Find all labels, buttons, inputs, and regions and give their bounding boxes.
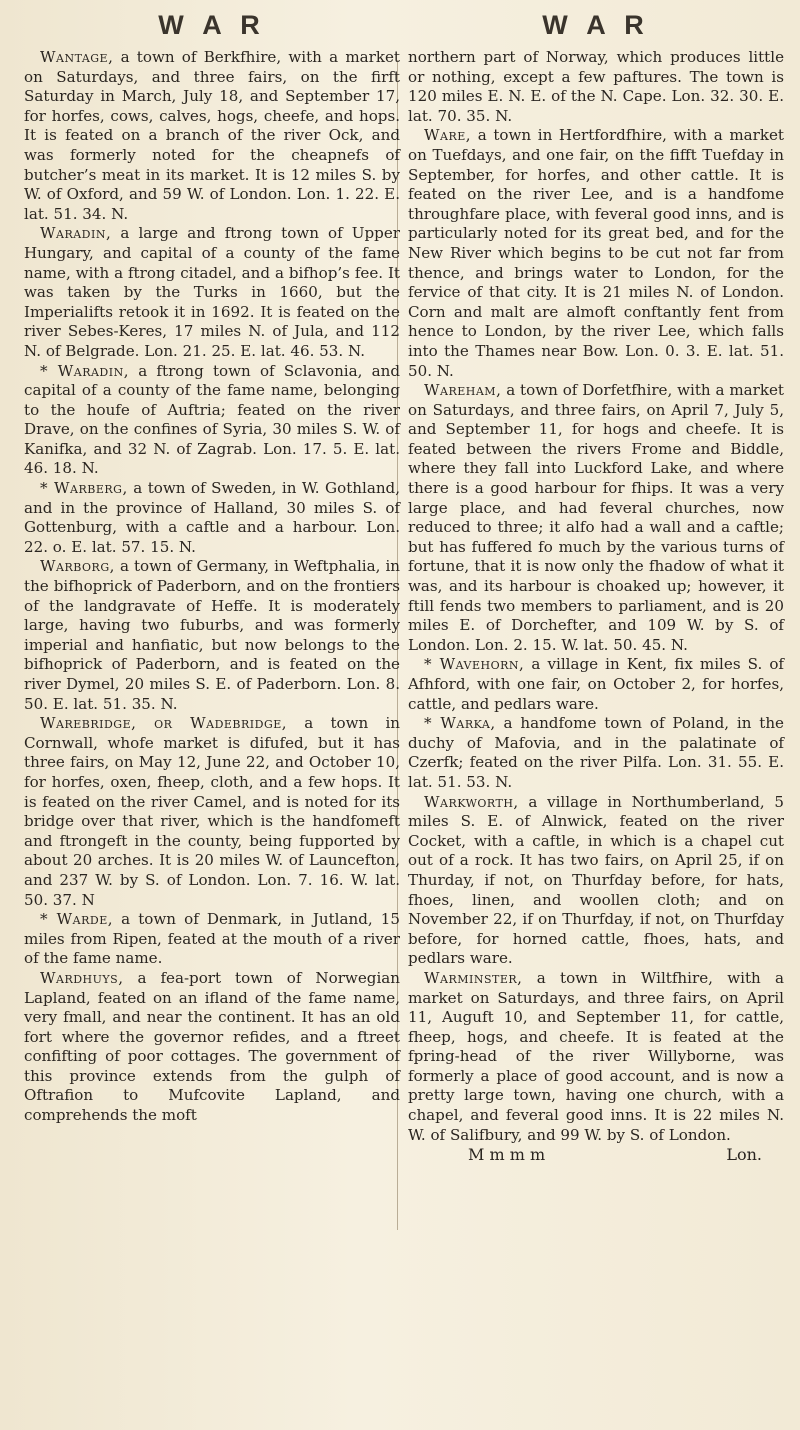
entry-text: a ftrong town of Sclavonia, and capital of a county of the fame name, belonging to the houfe of Auftria; feated on the river Drave, on the confines of Syria, 30 miles S. W. of Kanifka, and 32 N. of Zagrab. Lon. 17. 5. E. lat. 46. 18. N. xyxy=(24,361,400,478)
entry-text: northern part of Norway, which produces little or nothing, except a few paftures. The town is 120 miles E. N. E. of the N. Cape. Lon. 32. 30. E. lat. 70. 35. N. xyxy=(408,48,784,125)
entry-text: a fea-port town of Norwegian Lapland, feated on an ifland of the fame name, very fmall, and near the continent. It has an old fort where the governor refides, and a ftreet confifting of poor cottages. The government of this province extends from the gulph of Oftrafion to Mufcovite Lapland, and comprehends the moft xyxy=(24,968,400,1125)
gazetteer-entry xyxy=(24,224,400,361)
entry-text: a town in Wiltfhire, with a market on Saturdays, and three fairs, on April 11, Auguft 10, and September 11, for cattle, fheep, hogs, and cheefe. It is feated at the fpring-head of the river Willyborne, was formerly a place of good account, and is now a pretty large town, having one church, with a chapel, and feveral good inns. It is 22 miles N. W. of Salifbury, and 99 W. by S. of London. xyxy=(408,968,784,1144)
gazetteer-entry xyxy=(24,714,400,910)
entry-headword: * Wavehorn, xyxy=(424,655,525,674)
entry-headword: Wantage, xyxy=(40,48,114,66)
entry-text: a town in Cornwall, whofe market is difufed, but it has three fairs, on May 12, June 22, and October 10, for horfes, oxen, fheep, cloth, and a few hops. It is feated on the river Camel, and is noted for its bridge over that river, which is the handfomeft and ftrongeft in the county, being fupported by about 20 arches. It is 20 miles W. of Launcefton, and 237 W. by S. of London. Lon. 7. 16. W. lat. 50. 37. N xyxy=(24,714,401,909)
gazetteer-entry xyxy=(24,557,400,714)
entry-headword: Warebridge, or Wadebridge, xyxy=(40,714,288,733)
entry-headword: * Warde, xyxy=(40,910,114,929)
entry-headword: * Waradin, xyxy=(40,361,130,380)
entry-headword: Wardhuys, xyxy=(40,968,124,987)
right-column xyxy=(408,10,784,1165)
entry-text: a town of Dorfetfhire, with a market on Saturdays, and three fairs, on April 7, July 5, and September 11, for hogs and cheefe. It is feated between the rivers Frome and Biddle, where they fall into Luckford Lake, and where there is a good harbour for fhips. It was a very large place, and had feveral churches, now reduced to three; it alfo had a wall and a caftle; but has fuffered fo much by the various turns of fortune, that it is now only the fhadow of what it was, and its harbour is choaked up; however, it ftill fends two members to parliament, and is 20 miles E. of Dorchefter, and 109 W. by S. of London. Lon. 2. 15. W. lat. 50. 45. N. xyxy=(408,381,784,654)
entry-text: a town of Sweden, in W. Gothland, and in the province of Halland, 30 miles S. of Gottenburg, with a caftle and a harbour. Lon. 22. o. E. lat. 57. 15. N. xyxy=(24,479,400,556)
gazetteer-entry xyxy=(408,714,784,792)
entry-text: a village in Kent, fix miles S. of Afhford, with one fair, on October 2, for horfes, cattle, and pedlars ware. xyxy=(408,655,784,713)
entry-text: a town of Germany, in Weftphalia, in the bifhoprick of Paderborn, and on the frontiers of the landgravate of Heffe. It is moderately large, having two fuburbs, and was formerly imperial and hanfiatic, but now belongs to the bifhoprick of Paderborn, and is feated on the river Dymel, 20 miles S. E. of Paderborn. Lon. 8. 50. E. lat. 51. 35. N. xyxy=(24,557,400,713)
signature-mark: M m m m xyxy=(468,1145,546,1165)
gazetteer-entry xyxy=(408,793,784,969)
entry-headword: Waradin, xyxy=(40,224,112,243)
entry-headword: Ware, xyxy=(424,126,472,145)
page-footer xyxy=(408,1145,784,1165)
gazetteer-entry xyxy=(24,362,400,480)
gazetteer-entry xyxy=(408,969,784,1145)
gazetteer-entry xyxy=(408,48,784,126)
catchword: Lon. xyxy=(726,1145,762,1165)
entry-headword: * Warka, xyxy=(424,714,496,733)
entry-headword: Wareham, xyxy=(424,381,502,400)
entry-text: a village in Northumberland, 5 miles S. E. of Alnwick, feated on the river Cocket, with a caftle, in which is a chapel cut out of a rock. It has two fairs, on April 25, if on Thurday, if not, on Thurfday before, for hats, fhoes, linen, and woollen cloth; and on November 22, if on Thurfday, if not, on Thurfday before, for horned cattle, fhoes, hats, and pedlars ware. xyxy=(408,792,784,968)
gazetteer-entry xyxy=(24,48,400,224)
gazetteer-entry xyxy=(24,479,400,557)
entry-text: a town in Hertfordfhire, with a market on Tuefdays, and one fair, on the fifft Tuefday in September, for horfes, and other cattle. It is feated on the river Lee, and is a handfome throughfare place, with feveral good inns, and is particularly noted for its great bed, and for the New River which begins to be cut not far from thence, and brings water to London, for the fervice of that city. It is 21 miles N. of London. Corn and malt are almoft conftantly fent from hence to London, by the river Lee, which falls into the Thames near Bow. Lon. 0. 3. E. lat. 51. 50. N. xyxy=(408,126,784,380)
gazetteer-entry xyxy=(408,381,784,655)
left-running-head: W A R xyxy=(158,10,266,40)
gazetteer-entry xyxy=(24,969,400,1126)
entry-headword: Warborg, xyxy=(40,557,115,576)
left-column xyxy=(24,10,400,1126)
entry-text: a handfome town of Poland, in the duchy of Mafovia, and in the palatinate of Czerfk; feated on the river Pilfa. Lon. 31. 55. E. lat. 51. 53. N. xyxy=(408,714,784,791)
gazetteer-entry xyxy=(408,126,784,381)
left-column-body xyxy=(24,48,400,1126)
right-running-head: W A R xyxy=(542,10,650,40)
gazetteer-entry xyxy=(408,655,784,714)
entry-headword: Warminster, xyxy=(424,968,523,987)
entry-headword: Warkworth, xyxy=(424,792,519,811)
gazetteer-entry xyxy=(24,910,400,969)
entry-headword: * Warberg, xyxy=(40,479,128,498)
entry-text: a town of Denmark, in Jutland, 15 miles from Ripen, feated at the mouth of a river of the fame name. xyxy=(24,910,400,968)
entry-text: a large and ftrong town of Upper Hungary, and capital of a county of the fame name, with a ftrong citadel, and a bifhop’s fee. It was taken by the Turks in 1660, but the Imperialifts retook it in 1692. It is feated on the river Sebes-Keres, 17 miles N. of Jula, and 112 N. of Belgrade. Lon. 21. 25. E. lat. 46. 53. N. xyxy=(24,224,400,360)
entry-text: a town of Berkfhire, with a market on Saturdays, and three fairs, on the firft Saturday in March, July 18, and September 17, for horfes, cows, calves, hogs, cheefe, and hops. It is feated on a branch of the river Ock, and was formerly noted for the cheapnefs of butcher’s meat in its market. It is 12 miles S. by W. of Oxford, and 59 W. of London. Lon. 1. 22. E. lat. 51. 34. N. xyxy=(24,48,400,223)
right-column-body xyxy=(408,48,784,1145)
